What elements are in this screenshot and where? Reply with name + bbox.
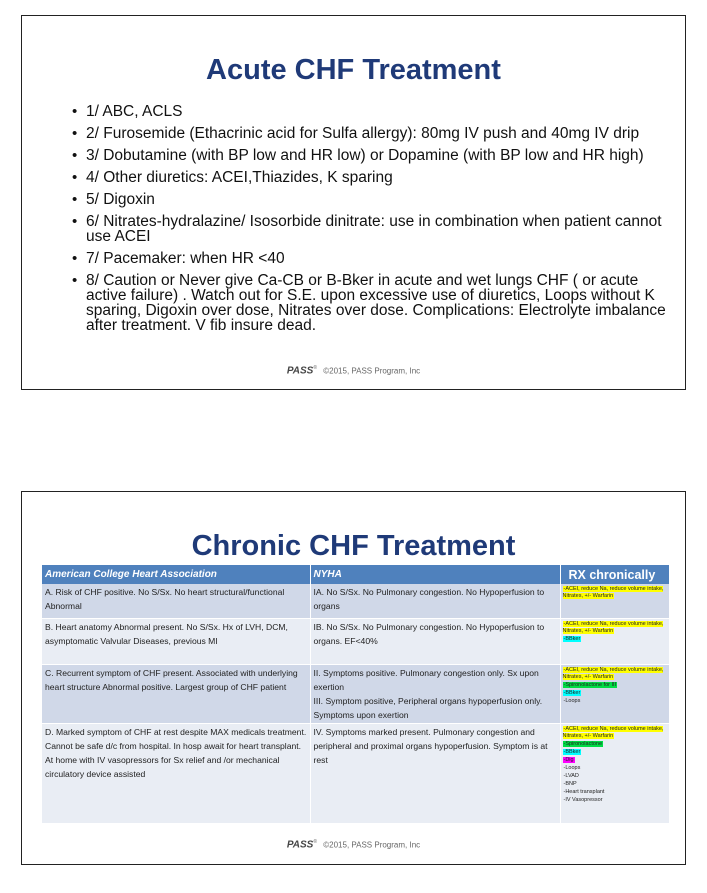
table-row [42,618,669,664]
copyright-text: ©2015, PASS Program, Inc [323,840,421,850]
rx-item: -Loops [563,764,581,771]
rx-item: -ACEI, reduce Na, reduce volume intake, Nitrates, +/- Warfarin [562,666,664,680]
bullet-item: • 7/ Pacemaker: when HR <40 [72,251,672,266]
rx-cell [560,584,669,618]
rx-item: -Heart transplant [563,788,605,795]
slide-chronic-chf [21,491,686,865]
pass-logo: PASS® [286,839,318,851]
nyha-cell: IA. No S/Sx. No Pulmonary congestion. No Hypoperfusion to organs [310,584,560,618]
rx-cell [560,618,669,664]
table-row [42,584,669,618]
rx-item: -ACEI, reduce Na, reduce volume intake, Nitrates, +/- Warfarin [562,725,664,739]
pass-logo: PASS® [286,365,318,377]
rx-cell [560,723,669,823]
acha-cell: B. Heart anatomy Abnormal present. No S/Sx. Hx of LVH, DCM, asymptomatic Valvular Diseases, previous MI [42,618,310,664]
rx-item: -Spironolactone [563,740,603,747]
nyha-cell: IV. Symptoms marked present. Pulmonary congestion and peripheral and proximal organs hypoperfusion. Symptom is at rest [310,723,560,823]
bullet-item: • 4/ Other diuretics: ACEI,Thiazides, K sparing [72,170,672,185]
column-header: NYHA [310,565,560,584]
bullet-item: • 2/ Furosemide (Ethacrinic acid for Sulfa allergy): 80mg IV push and 40mg IV drip [72,126,672,141]
bullet-item: • 3/ Dobutamine (with BP low and HR low) or Dopamine (with BP low and HR high) [72,148,672,163]
slide-footer [22,839,685,850]
acha-cell: C. Recurrent symptom of CHF present. Associated with underlying heart structure Abnormal positive. Largest group of CHF patient [42,664,310,723]
nyha-cell: IB. No S/Sx. No Pulmonary congestion. No Hypoperfusion to organs. EF<40% [310,618,560,664]
rx-item: -BBker [563,635,581,642]
rx-item: -ACEI, reduce Na, reduce volume intake, Nitrates, +/- Warfarin [562,620,664,634]
table-row [42,664,669,723]
slide-title: Acute CHF Treatment [206,54,501,86]
acha-cell: A. Risk of CHF positive. No S/Sx. No heart structural/functional Abnormal [42,584,310,618]
slide-title: Chronic CHF Treatment [191,530,516,562]
column-header: RX chronically [560,565,669,584]
copyright-text: ©2015, PASS Program, Inc [323,366,421,376]
rx-item: -LVAD [563,772,579,779]
bullet-item: • 6/ Nitrates-hydralazine/ Isosorbide dinitrate: use in combination when patient cannot use ACEI [72,214,672,244]
bullet-item: • 1/ ABC, ACLS [72,104,672,119]
rx-cell [560,664,669,723]
column-header: American College Heart Association [42,565,310,584]
acha-cell: D. Marked symptom of CHF at rest despite MAX medicals treatment. Cannot be safe d/c from hospital. In hosp await for heart transplant. At home with IV vasopressors for Sx relief and /or mechanical circulatory device assisted [42,723,310,823]
rx-item: -Loops [563,697,581,704]
bullet-item: • 8/ Caution or Never give Ca-CB or B-Bker in acute and wet lungs CHF ( or acute active failure) . Watch out for S.E. upon excessive use of diuretics, Loops without K sparing, Digoxin over dose, Nitrates over dose. Complications: Electrolyte imbalance after treatment. V fib insure dead. [72,273,672,333]
bullet-list [72,104,672,340]
slide-footer [22,365,685,376]
rx-item: -BBker [563,748,581,755]
slide-acute-chf [21,15,686,390]
table-header-row [42,565,669,584]
treatment-table [42,565,670,824]
bullet-item: • 5/ Digoxin [72,192,672,207]
table-row [42,723,669,823]
rx-item: -BNP [563,780,577,787]
rx-item: -Spironolactone for III [563,681,617,688]
nyha-cell: II. Symptoms positive. Pulmonary congestion only. Sx upon exertion III. Symptom positive, Peripheral organs hypoperfusion only. Symptoms upon exertion [310,664,560,723]
rx-item: -IV Vasopressor [563,796,603,803]
rx-item: -Dig [563,756,574,763]
rx-item: -BBker [563,689,581,696]
rx-item: -ACEI, reduce Na, reduce volume intake, Nitrates, +/- Warfarin [562,586,664,599]
